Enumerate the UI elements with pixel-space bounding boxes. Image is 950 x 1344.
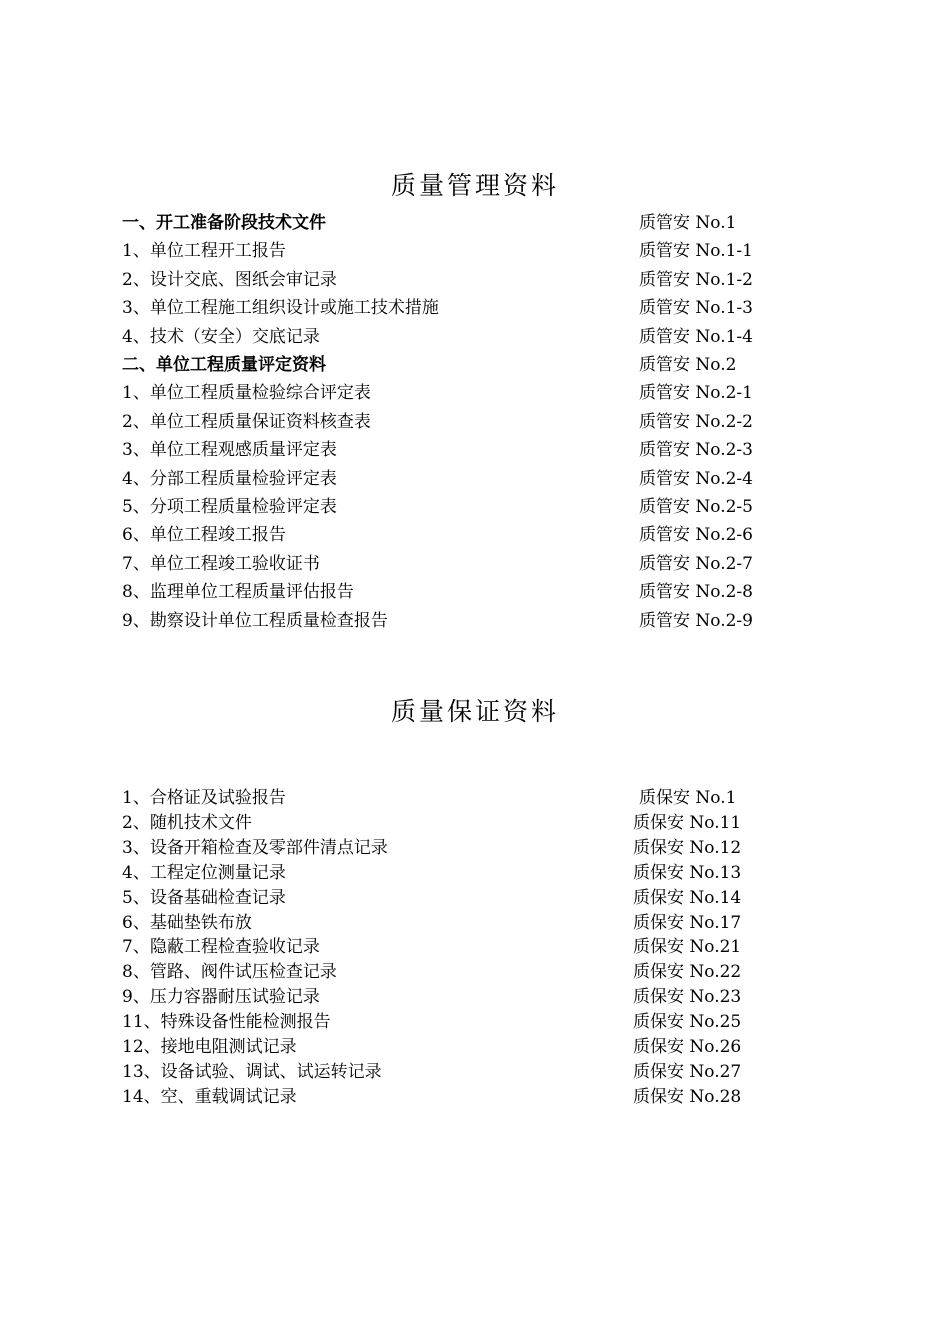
- item-code: 质管安 No.2-8: [639, 582, 753, 603]
- section-title: 质量管理资料: [390, 171, 559, 200]
- item-label: 6、单位工程竣工报告: [122, 525, 286, 546]
- item-label: 3、单位工程施工组织设计或施工技术措施: [122, 298, 439, 319]
- item-code: 质管安 No.2-9: [639, 610, 753, 631]
- item-label: 二、单位工程质量评定资料: [122, 355, 326, 375]
- item-label: 8、管路、阀件试压检查记录: [122, 962, 337, 983]
- item-label: 7、隐蔽工程检查验收记录: [122, 937, 320, 958]
- list-item: [122, 435, 772, 461]
- item-code: 质保安 No.26: [633, 1037, 742, 1057]
- item-label: 4、工程定位测量记录: [122, 862, 286, 883]
- item-code: 质保安 No.13: [633, 862, 742, 883]
- list-item: [122, 293, 772, 319]
- item-code: 质保安 No.27: [633, 1061, 742, 1082]
- item-label: 8、监理单位工程质量评估报告: [122, 582, 354, 603]
- item-code: 质管安 No.2-1: [639, 383, 753, 404]
- list-item: [122, 577, 772, 603]
- item-code: 质保安 No.25: [633, 1012, 742, 1033]
- item-code: 质管安 No.2-3: [639, 440, 753, 461]
- item-label: 7、单位工程竣工验收证书: [122, 553, 320, 574]
- item-code: 质管安 No.2-4: [639, 468, 753, 489]
- list-item: [122, 322, 772, 348]
- list-item: [122, 1082, 772, 1106]
- list-item: [122, 783, 772, 807]
- item-label: 一、开工准备阶段技术文件: [122, 213, 326, 233]
- list-item: [122, 982, 772, 1006]
- item-label: 4、技术（安全）交底记录: [122, 326, 320, 347]
- list-item: [122, 883, 772, 907]
- list-item: [122, 520, 772, 546]
- item-code: 质管安 No.1: [639, 213, 737, 233]
- list-item: [122, 407, 772, 433]
- list-item: [122, 1032, 772, 1056]
- item-code: 质管安 No.2: [639, 355, 737, 375]
- list-item: [122, 208, 772, 234]
- item-label: 1、合格证及试验报告: [122, 788, 286, 808]
- item-label: 2、随机技术文件: [122, 812, 252, 833]
- item-code: 质管安 No.1-4: [639, 326, 753, 347]
- list-item: [122, 957, 772, 981]
- item-label: 5、分项工程质量检验评定表: [122, 497, 337, 517]
- item-label: 1、单位工程开工报告: [122, 241, 286, 262]
- item-code: 质保安 No.21: [633, 937, 742, 958]
- list-item: [122, 236, 772, 262]
- item-code: 质管安 No.2-5: [639, 497, 753, 517]
- item-code: 质保安 No.23: [633, 987, 742, 1008]
- item-label: 14、空、重载调试记录: [122, 1086, 297, 1107]
- item-code: 质保安 No.17: [633, 912, 742, 933]
- list-item: [122, 908, 772, 932]
- item-code: 质管安 No.2-2: [639, 411, 753, 432]
- list-item: [122, 1057, 772, 1081]
- list-item: [122, 464, 772, 490]
- list-item: [122, 549, 772, 575]
- item-label: 3、单位工程观感质量评定表: [122, 440, 337, 461]
- item-code: 质管安 No.1-1: [639, 241, 753, 262]
- item-code: 质管安 No.1-2: [639, 269, 753, 290]
- list-item: [122, 606, 772, 632]
- item-code: 质管安 No.2-7: [639, 553, 753, 574]
- item-label: 5、设备基础检查记录: [122, 887, 286, 908]
- list-item: [122, 833, 772, 857]
- item-label: 1、单位工程质量检验综合评定表: [122, 383, 371, 404]
- item-label: 2、单位工程质量保证资料核查表: [122, 411, 371, 432]
- list-item: [122, 492, 772, 518]
- item-label: 4、分部工程质量检验评定表: [122, 468, 337, 489]
- item-label: 12、接地电阻测试记录: [122, 1037, 297, 1057]
- item-code: 质保安 No.1: [639, 788, 737, 808]
- item-code: 质保安 No.11: [633, 812, 742, 833]
- item-label: 11、特殊设备性能检测报告: [122, 1012, 331, 1033]
- item-label: 13、设备试验、调试、试运转记录: [122, 1061, 382, 1082]
- section-title: 质量保证资料: [390, 697, 559, 726]
- item-code: 质管安 No.1-3: [639, 298, 753, 319]
- list-item: [122, 808, 772, 832]
- item-code: 质保安 No.22: [633, 962, 742, 983]
- item-label: 9、勘察设计单位工程质量检查报告: [122, 610, 388, 631]
- list-item: [122, 378, 772, 404]
- list-item: [122, 265, 772, 291]
- list-item: [122, 1007, 772, 1031]
- list-item: [122, 858, 772, 882]
- item-label: 6、基础垫铁布放: [122, 912, 252, 933]
- item-label: 2、设计交底、图纸会审记录: [122, 269, 337, 290]
- item-code: 质保安 No.12: [633, 837, 742, 858]
- item-code: 质保安 No.14: [633, 887, 742, 908]
- item-code: 质管安 No.2-6: [639, 525, 753, 546]
- item-code: 质保安 No.28: [633, 1086, 742, 1107]
- item-label: 9、压力容器耐压试验记录: [122, 987, 320, 1008]
- list-item: [122, 350, 772, 376]
- item-label: 3、设备开箱检查及零部件清点记录: [122, 837, 388, 858]
- list-item: [122, 932, 772, 956]
